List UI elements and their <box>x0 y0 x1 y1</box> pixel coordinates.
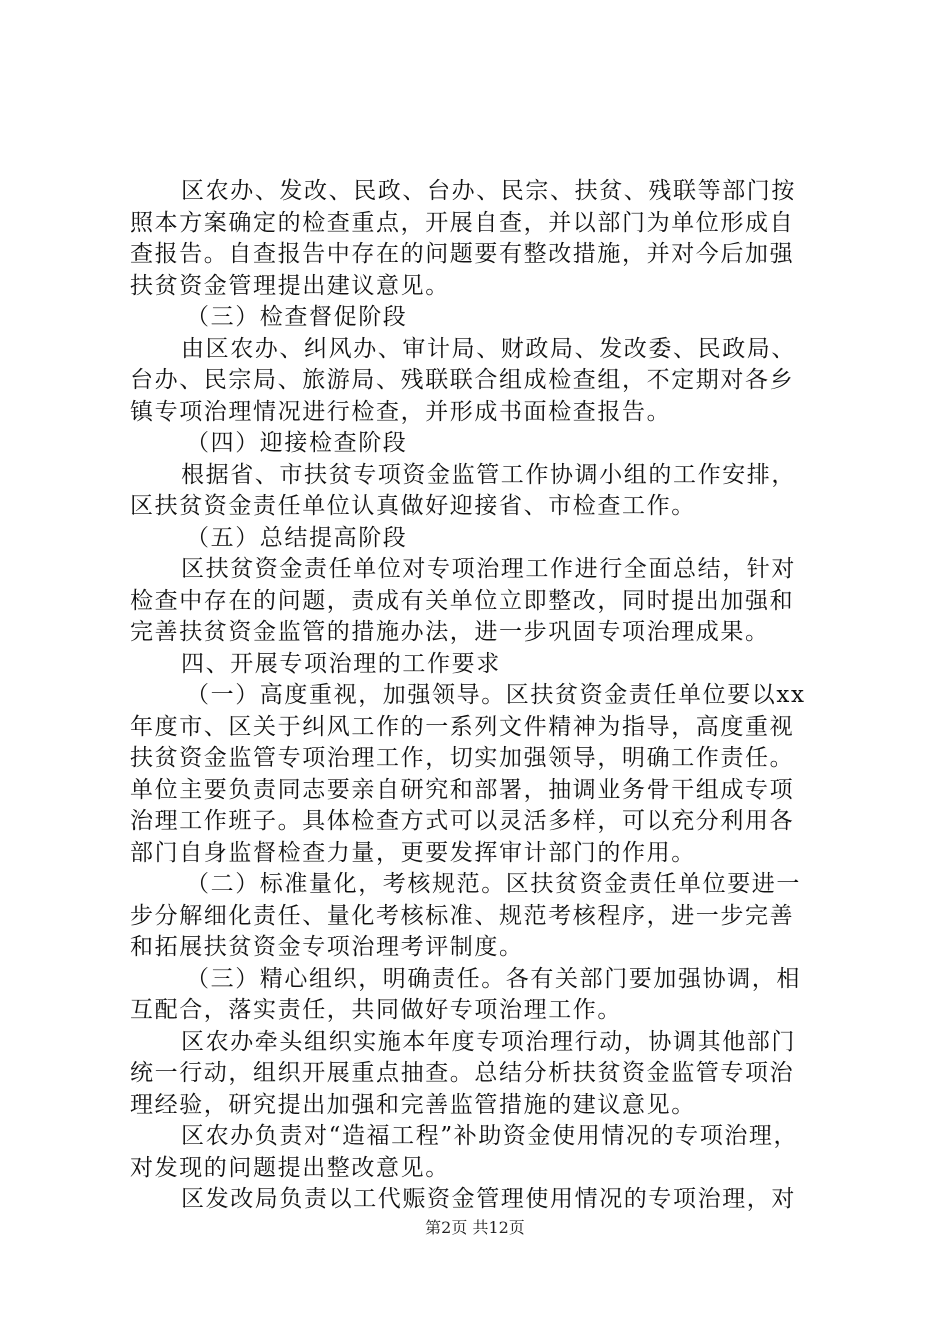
text-line: 部门自身监督检查力量，更要发挥审计部门的作用。 <box>130 839 696 866</box>
text-line: 治理工作班子。具体检查方式可以灵活多样，可以充分利用各 <box>130 808 795 834</box>
section-heading: （四）迎接检查阶段 <box>186 430 408 456</box>
text-line: 理经验，研究提出加强和完善监管措施的建议意见。 <box>130 1091 696 1118</box>
text-line: 年度市、区关于纠风工作的一系列文件精神为指导，高度重视 <box>130 713 795 740</box>
text-line: 区扶贫资金责任单位认真做好迎接省、市检查工作。 <box>130 493 696 519</box>
text-line: 区农办、发改、民政、台办、民宗、扶贫、残联等部门按 <box>181 178 796 204</box>
text-line: 完善扶贫资金监管的措施办法，进一步巩固专项治理成果。 <box>130 619 770 645</box>
text-line: 根据省、市扶贫专项资金监管工作协调小组的工作安排， <box>181 461 796 488</box>
document-body <box>130 176 835 1216</box>
text-line: 统一行动，组织开展重点抽查。总结分析扶贫资金监管专项治 <box>130 1060 795 1086</box>
text-line: 由区农办、纠风办、审计局、财政局、发改委、民政局、 <box>181 335 796 362</box>
text-line: 互配合，落实责任，共同做好专项治理工作。 <box>130 997 622 1023</box>
text-line: 查报告。自查报告中存在的问题要有整改措施，并对今后加强 <box>130 241 795 267</box>
text-line: 区扶贫资金责任单位对专项治理工作进行全面总结，针对 <box>181 556 796 582</box>
text-line: 单位主要负责同志要亲自研究和部署，抽调业务骨干组成专项 <box>130 776 795 803</box>
text-line: 镇专项治理情况进行检查，并形成书面检查报告。 <box>130 398 672 425</box>
text-line: （二）标准量化，考核规范。区扶贫资金责任单位要进一 <box>186 871 801 897</box>
section-heading: 四、开展专项治理的工作要求 <box>181 650 501 677</box>
text-line: 步分解细化责任、量化考核标准、规范考核程序，进一步完善 <box>130 902 795 929</box>
text-line: 扶贫资金监管专项治理工作，切实加强领导，明确工作责任。 <box>130 745 795 771</box>
text-line: 和拓展扶贫资金专项治理考评制度。 <box>130 934 524 960</box>
text-line: 台办、民宗局、旅游局、残联联合组成检查组，不定期对各乡 <box>130 367 795 393</box>
text-line: 区发改局负责以工代赈资金管理使用情况的专项治理，对 <box>181 1186 796 1212</box>
text-line: 照本方案确定的检查重点，开展自查，并以部门为单位形成自 <box>130 209 795 236</box>
section-heading: （五）总结提高阶段 <box>186 524 408 551</box>
text-line: 区农办牵头组织实施本年度专项治理行动，协调其他部门 <box>181 1028 796 1055</box>
section-heading: （三）检查督促阶段 <box>186 304 408 330</box>
page-footer: 第2页 共12页 <box>425 1218 525 1237</box>
text-line: 区农办负责对“造福工程”补助资金使用情况的专项治理， <box>181 1123 799 1149</box>
text-line: （三）精心组织，明确责任。各有关部门要加强协调，相 <box>186 965 801 992</box>
text-line: 检查中存在的问题，责成有关单位立即整改，同时提出加强和 <box>130 587 795 614</box>
text-line: 扶贫资金管理提出建议意见。 <box>130 272 450 299</box>
text-line: 对发现的问题提出整改意见。 <box>130 1154 450 1181</box>
text-line: （一）高度重视，加强领导。区扶贫资金责任单位要以xx <box>186 682 806 708</box>
